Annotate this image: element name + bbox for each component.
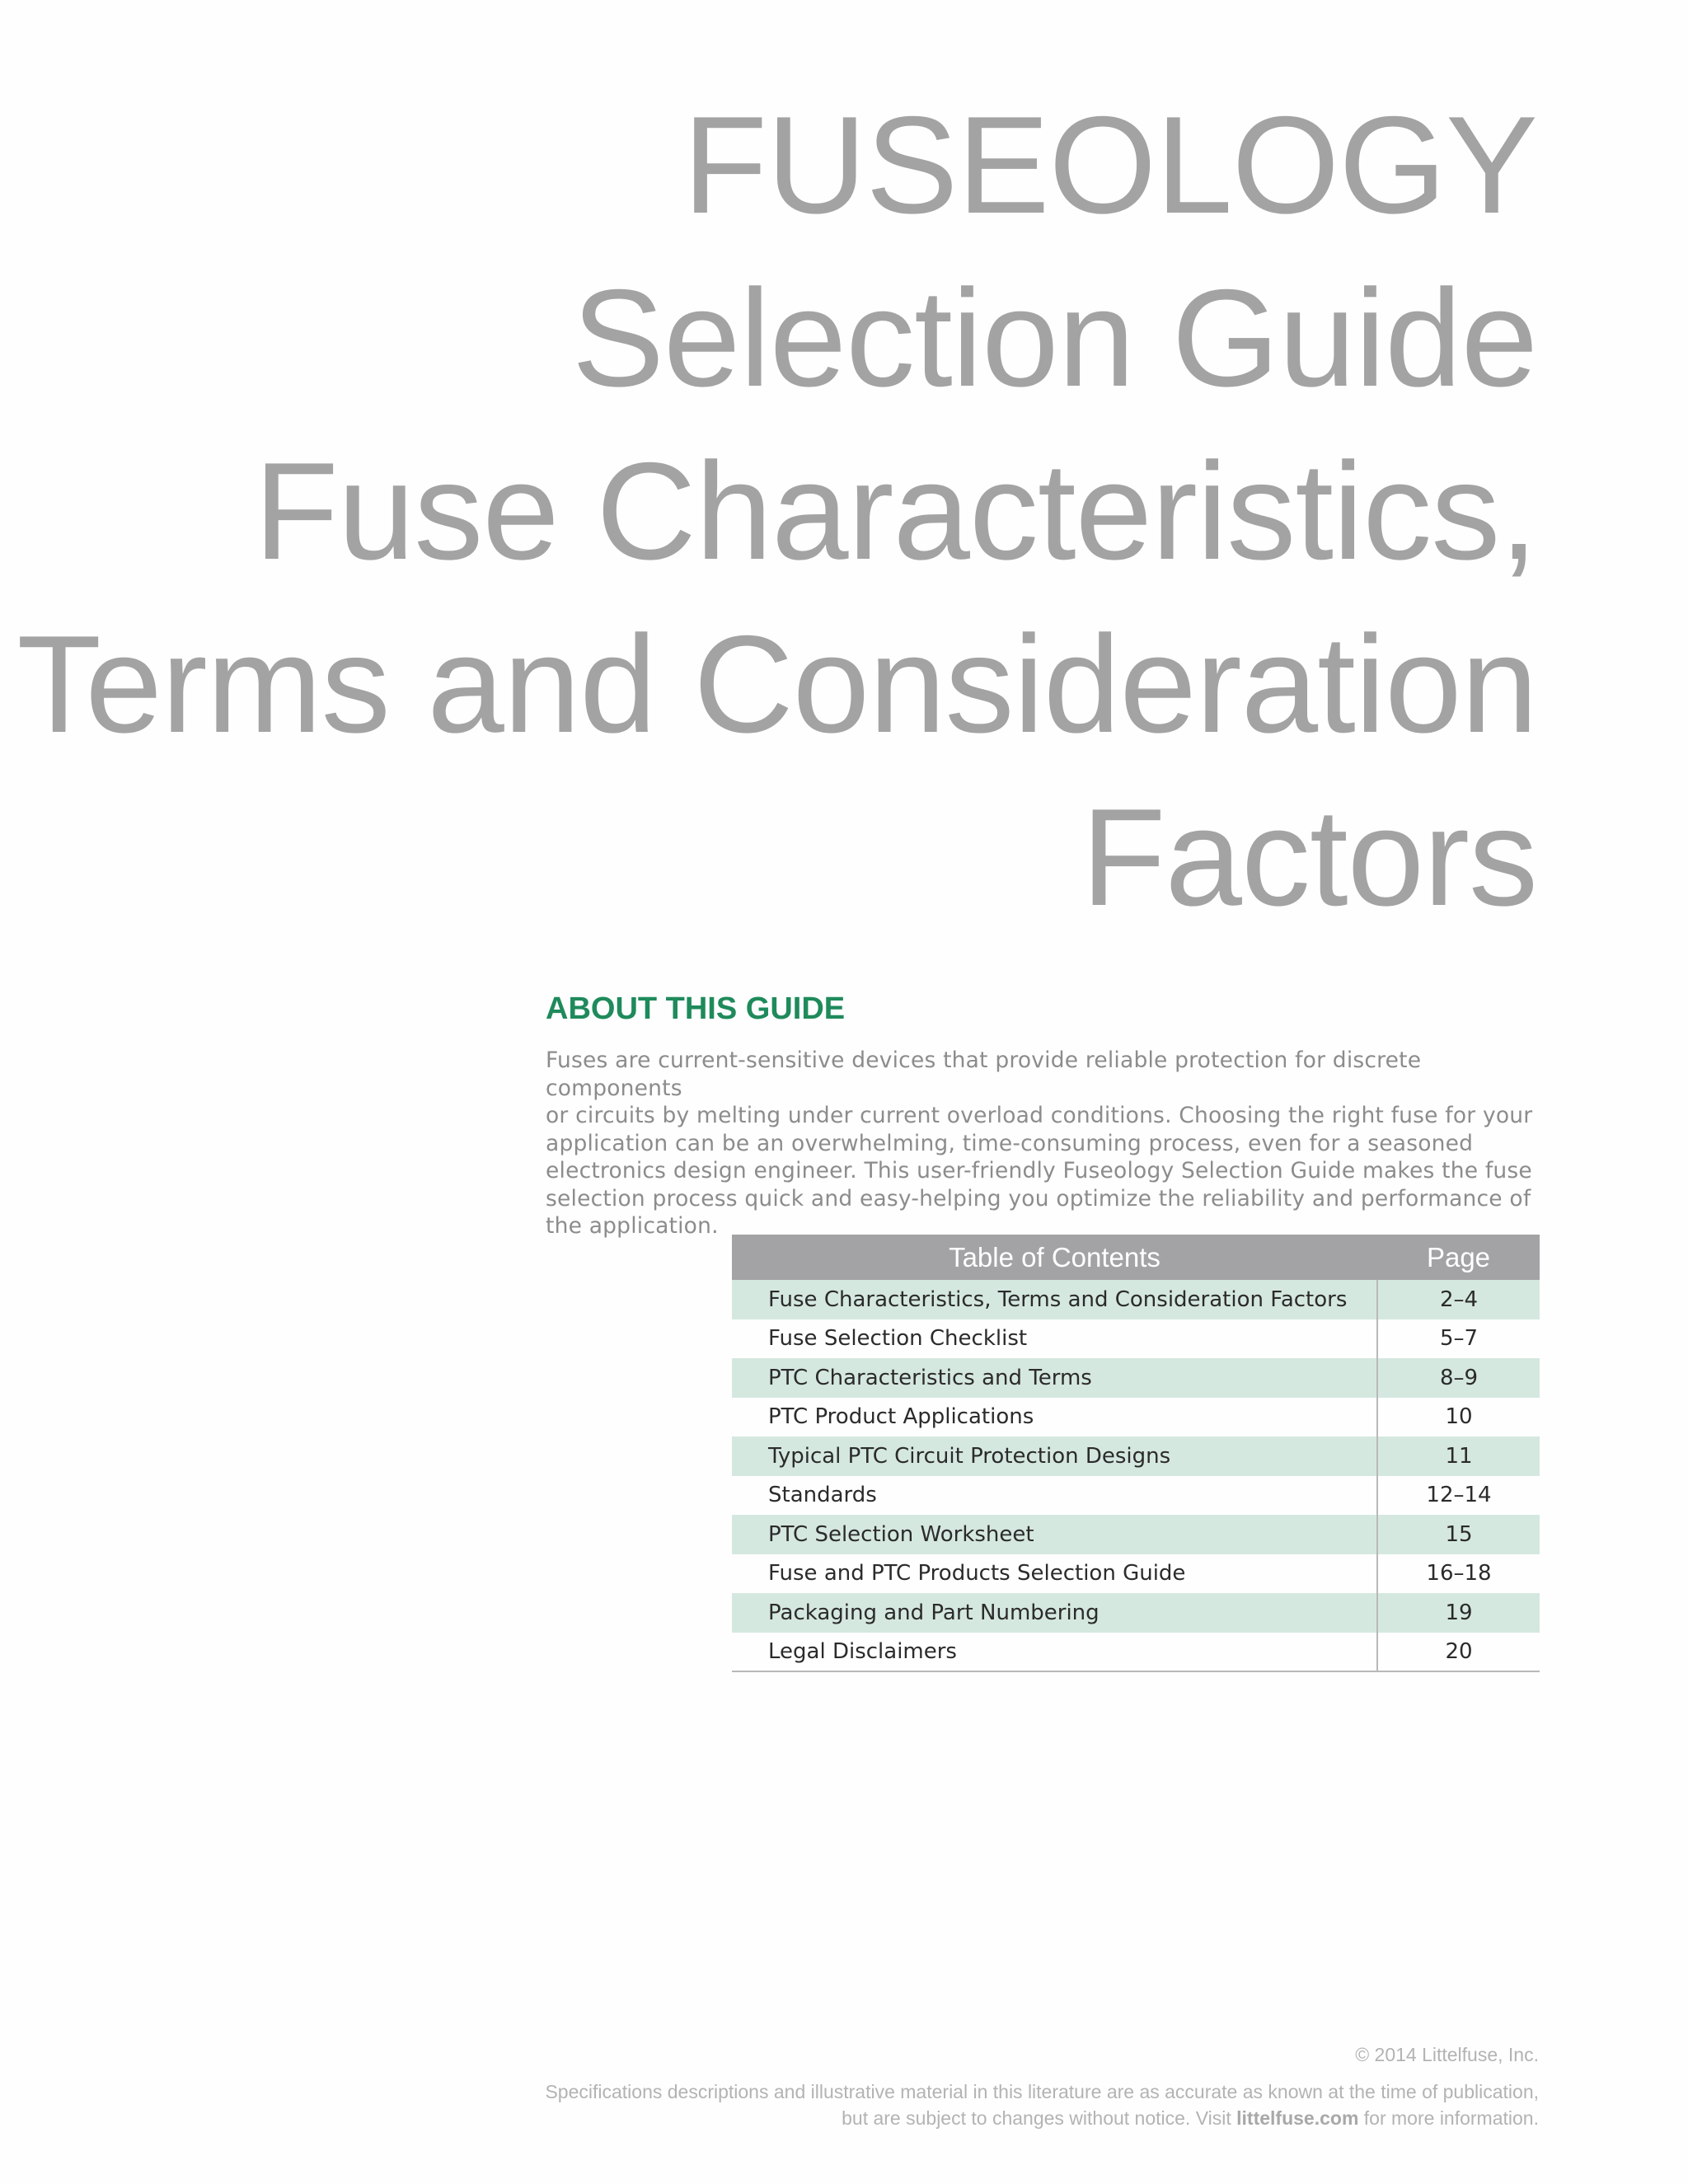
toc-row-page: 19 (1377, 1593, 1540, 1633)
toc-row (732, 1280, 1540, 1319)
toc-row (732, 1633, 1540, 1672)
title-line-1: FUSEOLOGY (682, 87, 1537, 242)
toc-row-title: Standards (768, 1483, 877, 1508)
toc-row (732, 1398, 1540, 1437)
about-line: selection process quick and easy-helping you optimize the reliability and performance of (546, 1185, 1531, 1212)
footer (302, 2041, 1539, 2131)
toc-row-page: 8–9 (1377, 1358, 1540, 1398)
toc-row-page: 11 (1377, 1436, 1540, 1476)
about-line: or circuits by melting under current overload conditions. Choosing the right fuse for your (546, 1103, 1533, 1128)
toc-row-title: Legal Disclaimers (732, 1633, 1377, 1672)
toc-row-title: Fuse Characteristics, Terms and Consideration Factors (732, 1280, 1377, 1319)
disclaimer-prefix: but are subject to changes without notice. Visit (842, 2107, 1237, 2129)
toc-row (732, 1593, 1540, 1633)
about-line: electronics design engineer. This user-friendly Fuseology Selection Guide makes the fuse (546, 1158, 1532, 1183)
toc-row-title: Typical PTC Circuit Protection Designs (732, 1436, 1377, 1476)
about-line: application can be an overwhelming, time-consuming process, even for a seasoned (546, 1130, 1474, 1156)
toc-row-page: 10 (1377, 1398, 1540, 1437)
toc-row-title: PTC Characteristics and Terms (732, 1358, 1377, 1398)
toc-row-title: Packaging and Part Numbering (732, 1593, 1377, 1633)
toc-row-page: 15 (1377, 1515, 1540, 1554)
page-title (4, 78, 1537, 944)
title-line-5: Factors (1081, 780, 1537, 935)
about-line: Fuses are current-sensitive devices that provide reliable protection for discrete components (546, 1047, 1422, 1101)
disclaimer-line-2 (302, 2105, 1539, 2131)
disclaimer-suffix: for more information. (1358, 2107, 1539, 2129)
toc-row-page: 2–4 (1377, 1280, 1540, 1319)
toc-row-title: Fuse and PTC Products Selection Guide (768, 1561, 1186, 1586)
about-body (546, 1047, 1543, 1240)
toc-row (732, 1358, 1540, 1398)
toc-row-title: PTC Product Applications (768, 1404, 1034, 1430)
toc-row-page: 16–18 (1377, 1554, 1540, 1594)
toc-row-page: 20 (1377, 1633, 1540, 1672)
toc-row-title: Fuse Selection Checklist (768, 1326, 1028, 1352)
toc-row (732, 1515, 1540, 1554)
toc-header-row (732, 1235, 1540, 1280)
toc-row (732, 1476, 1540, 1516)
title-line-3: Fuse Characteristics, (254, 434, 1537, 588)
toc-row (732, 1319, 1540, 1359)
toc-row (732, 1436, 1540, 1476)
toc-header-title: Table of Contents (732, 1235, 1377, 1280)
title-line-4: Terms and Consideration (16, 607, 1537, 762)
toc-row-page: 12–14 (1377, 1476, 1540, 1516)
title-line-2: Selection Guide (571, 260, 1537, 415)
about-section (546, 989, 1543, 1240)
toc-row (732, 1554, 1540, 1594)
toc-header-page: Page (1377, 1235, 1540, 1280)
toc-row-page: 5–7 (1377, 1319, 1540, 1359)
about-heading: ABOUT THIS GUIDE (546, 991, 846, 1026)
copyright-notice: © 2014 Littelfuse, Inc. (1355, 2044, 1539, 2065)
toc-row-title: PTC Selection Worksheet (732, 1515, 1377, 1554)
disclaimer-line-1: Specifications descriptions and illustrative material in this literature are as accurate as known at the time of publication, (545, 2081, 1539, 2102)
table-of-contents (732, 1235, 1540, 1672)
website-link[interactable]: littelfuse.com (1236, 2107, 1359, 2129)
about-line: the application. (546, 1213, 719, 1239)
